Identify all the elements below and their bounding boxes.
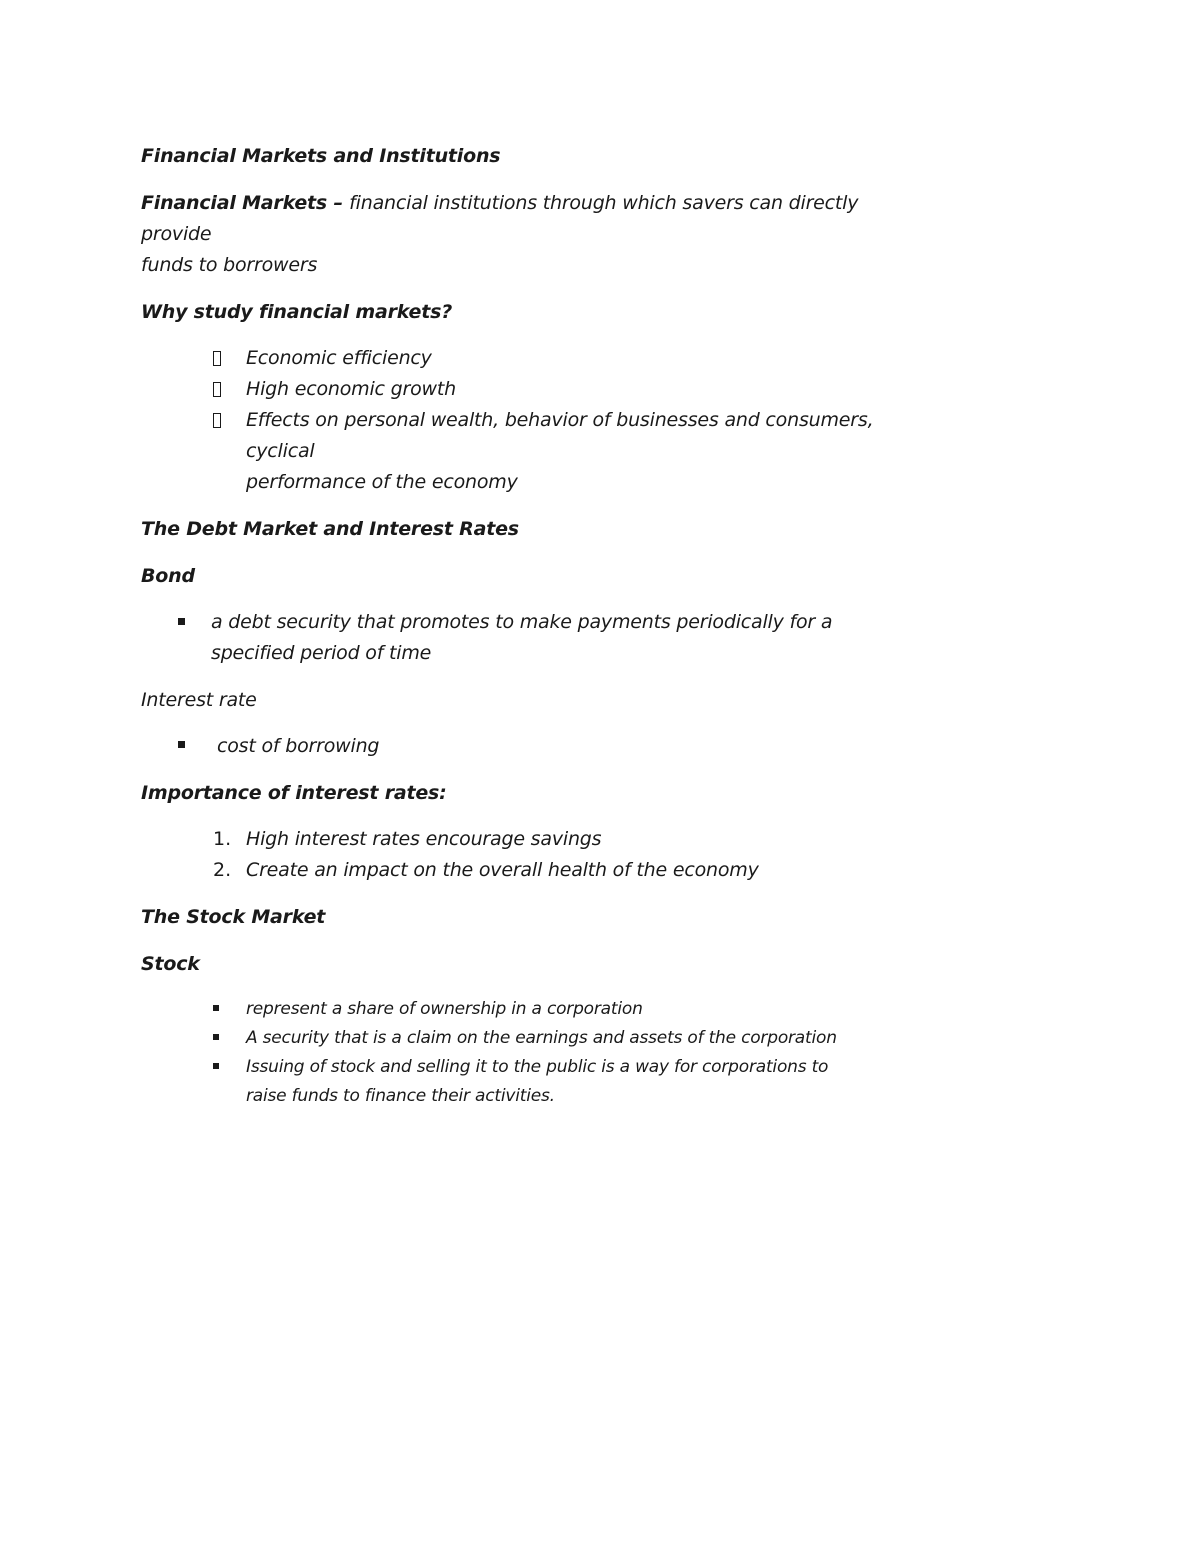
definition-term: Financial Markets bbox=[141, 192, 328, 214]
interest-rate-definition: cost of borrowing bbox=[217, 735, 380, 757]
stock-item-3-line-2: raise funds to finance their activities. bbox=[246, 1086, 555, 1106]
square-bullet-icon bbox=[178, 741, 185, 748]
definition-text-1: financial institutions through which savers can directly bbox=[349, 192, 859, 214]
importance-heading: Importance of interest rates: bbox=[141, 782, 447, 804]
why-heading: Why study financial markets? bbox=[141, 301, 453, 323]
why-item-2: High economic growth bbox=[246, 378, 456, 400]
stock-item-1: represent a share of ownership in a corporation bbox=[246, 999, 643, 1019]
document-title: Financial Markets and Institutions bbox=[141, 145, 501, 167]
definition-line-2: provide bbox=[141, 223, 212, 245]
debt-market-heading: The Debt Market and Interest Rates bbox=[141, 518, 519, 540]
missing-glyph-bullet-icon bbox=[213, 413, 221, 428]
missing-glyph-bullet-icon bbox=[213, 351, 221, 366]
interest-rate-heading: Interest rate bbox=[141, 689, 257, 711]
definition-dash: – bbox=[327, 192, 350, 214]
stock-market-heading: The Stock Market bbox=[141, 906, 326, 928]
stock-heading: Stock bbox=[141, 953, 200, 975]
stock-item-3-line-1: Issuing of stock and selling it to the public is a way for corporations to bbox=[246, 1057, 829, 1077]
bond-heading: Bond bbox=[141, 565, 195, 587]
why-item-3-line-2: cyclical bbox=[246, 440, 315, 462]
stock-item-2: A security that is a claim on the earnings and assets of the corporation bbox=[246, 1028, 837, 1048]
missing-glyph-bullet-icon bbox=[213, 382, 221, 397]
list-number-1: 1. bbox=[213, 828, 232, 850]
bond-definition-line-2: specified period of time bbox=[211, 642, 432, 664]
bond-definition-line-1: a debt security that promotes to make payments periodically for a bbox=[211, 611, 833, 633]
square-bullet-icon bbox=[178, 618, 185, 625]
definition-line-1 bbox=[141, 188, 858, 219]
why-item-3-line-1: Effects on personal wealth, behavior of businesses and consumers, bbox=[246, 409, 874, 431]
square-bullet-icon bbox=[213, 1005, 219, 1011]
square-bullet-icon bbox=[213, 1034, 219, 1040]
why-item-1: Economic efficiency bbox=[246, 347, 432, 369]
why-item-3-line-3: performance of the economy bbox=[246, 471, 518, 493]
importance-item-1: High interest rates encourage savings bbox=[246, 828, 602, 850]
importance-item-2: Create an impact on the overall health of the economy bbox=[246, 859, 759, 881]
definition-line-3: funds to borrowers bbox=[141, 254, 318, 276]
list-number-2: 2. bbox=[213, 859, 232, 881]
square-bullet-icon bbox=[213, 1063, 219, 1069]
